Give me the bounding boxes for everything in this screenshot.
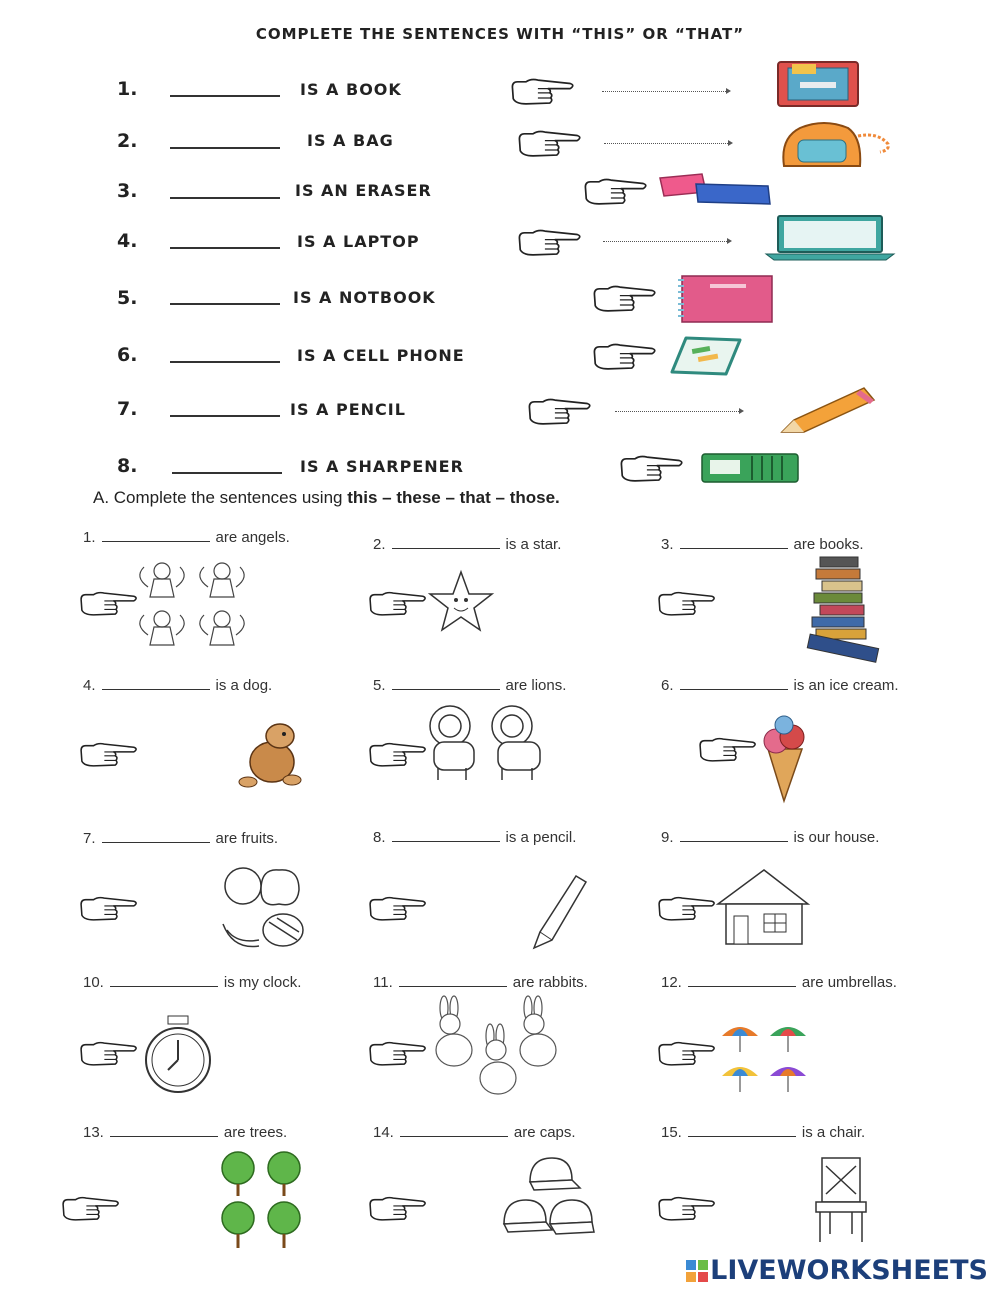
dotted-arrow xyxy=(603,241,727,242)
item-number: 5. xyxy=(117,287,138,309)
sentence-text: IS A SHARPENER xyxy=(300,457,464,476)
exercise-item: 5. are lions. xyxy=(373,677,567,694)
item-number: 4. xyxy=(117,230,138,252)
arrow-head xyxy=(727,238,732,244)
pointing-hand-icon xyxy=(614,452,690,486)
exercise-item: 7. are fruits. xyxy=(83,830,279,847)
exercise-item: 2. is a star. xyxy=(373,536,562,553)
lions-image xyxy=(424,702,548,782)
answer-blank[interactable] xyxy=(170,361,280,363)
answer-blank[interactable] xyxy=(680,840,788,842)
fruits-image xyxy=(219,860,307,952)
exercise-item: 4. is a dog. xyxy=(83,677,273,694)
pointing-hand-icon xyxy=(60,1190,122,1228)
sentence-text: IS A BOOK xyxy=(300,80,402,99)
answer-blank[interactable] xyxy=(170,247,280,249)
answer-blank[interactable] xyxy=(110,1135,218,1137)
answer-blank[interactable] xyxy=(170,197,280,199)
pointing-hand-icon xyxy=(512,127,588,161)
exercise-item: 8. is a pencil. xyxy=(373,829,577,846)
instruction-words: this – these – that – those. xyxy=(347,488,560,507)
answer-blank[interactable] xyxy=(102,688,210,690)
pointing-hand-icon xyxy=(367,890,429,928)
dog-image xyxy=(236,718,306,794)
answer-blank[interactable] xyxy=(170,415,280,417)
answer-blank[interactable] xyxy=(688,1135,796,1137)
sentence-text: IS A NOTBOOK xyxy=(293,288,436,307)
pointing-hand-icon xyxy=(656,585,718,623)
house-image xyxy=(712,868,812,948)
answer-blank[interactable] xyxy=(102,841,210,843)
answer-blank[interactable] xyxy=(392,547,500,549)
pointing-hand-icon xyxy=(367,736,429,774)
item-number: 2. xyxy=(117,130,138,152)
item-number: 3. xyxy=(117,180,138,202)
trees-image xyxy=(214,1150,308,1252)
item-number: 1. xyxy=(117,78,138,100)
answer-blank[interactable] xyxy=(680,547,788,549)
pointing-hand-icon xyxy=(587,340,663,374)
answer-blank[interactable] xyxy=(392,840,500,842)
exercise-item: 10. is my clock. xyxy=(83,974,302,991)
answer-blank[interactable] xyxy=(170,303,280,305)
answer-blank[interactable] xyxy=(680,688,788,690)
sentence-text: IS A PENCIL xyxy=(290,400,406,419)
dotted-arrow xyxy=(604,143,728,144)
answer-blank[interactable] xyxy=(170,95,280,97)
instruction-text: A. Complete the sentences using xyxy=(93,488,348,507)
pointing-hand-icon xyxy=(78,1035,140,1073)
umbrellas-image xyxy=(720,1018,810,1098)
answer-blank[interactable] xyxy=(172,472,282,474)
item-number: 6. xyxy=(117,344,138,366)
section-a-instruction xyxy=(93,488,560,508)
notebook-image xyxy=(676,274,774,324)
exercise-item: 15. is a chair. xyxy=(661,1124,866,1141)
pointing-hand-icon xyxy=(587,282,663,316)
pointing-hand-icon xyxy=(512,226,588,260)
answer-blank[interactable] xyxy=(392,688,500,690)
angels-image xyxy=(132,553,252,649)
pointing-hand-icon xyxy=(656,1190,718,1228)
laptop-image xyxy=(764,214,896,262)
pointing-hand-icon xyxy=(522,395,598,429)
sentence-text: IS A LAPTOP xyxy=(297,232,420,251)
sentence-text: IS A CELL PHONE xyxy=(297,346,465,365)
rabbits-image xyxy=(424,998,564,1102)
exercise-item: 9. is our house. xyxy=(661,829,880,846)
caps-image xyxy=(500,1154,596,1248)
chair-image xyxy=(812,1156,868,1244)
pointing-hand-icon xyxy=(78,585,140,623)
exercise-item: 3. are books. xyxy=(661,536,864,553)
pointing-hand-icon xyxy=(367,585,429,623)
pencil-drawing-image xyxy=(530,872,590,952)
answer-blank[interactable] xyxy=(688,985,796,987)
sentence-text: IS AN ERASER xyxy=(295,181,432,200)
pointing-hand-icon xyxy=(78,736,140,774)
sharpener-image xyxy=(700,450,802,484)
ice-cream-image xyxy=(760,715,810,803)
exercise-item: 12. are umbrellas. xyxy=(661,974,897,991)
answer-blank[interactable] xyxy=(110,985,218,987)
item-number: 8. xyxy=(117,455,138,477)
pencil-image xyxy=(780,386,876,436)
pointing-hand-icon xyxy=(505,75,581,109)
arrow-head xyxy=(728,140,733,146)
arrow-head xyxy=(739,408,744,414)
arrow-head xyxy=(726,88,731,94)
worksheet-title: COMPLETE THE SENTENCES WITH “THIS” OR “THAT” xyxy=(255,25,745,43)
answer-blank[interactable] xyxy=(102,540,210,542)
liveworksheets-logo xyxy=(686,1255,988,1286)
bag-image xyxy=(780,118,892,170)
exercise-item: 1. are angels. xyxy=(83,529,290,546)
answer-blank[interactable] xyxy=(400,1135,508,1137)
exercise-item: 11. are rabbits. xyxy=(373,974,588,991)
pointing-hand-icon xyxy=(578,175,654,209)
books-image xyxy=(806,553,880,661)
star-image xyxy=(428,570,494,632)
exercise-item: 13. are trees. xyxy=(83,1124,288,1141)
sentence-text: IS A BAG xyxy=(307,131,394,150)
answer-blank[interactable] xyxy=(170,147,280,149)
cell-phone-image xyxy=(668,336,742,376)
answer-blank[interactable] xyxy=(399,985,507,987)
pointing-hand-icon xyxy=(78,890,140,928)
pointing-hand-icon xyxy=(656,890,718,928)
dotted-arrow xyxy=(602,91,726,92)
eraser-image xyxy=(656,172,774,208)
pointing-hand-icon xyxy=(697,731,759,769)
pointing-hand-icon xyxy=(367,1190,429,1228)
pointing-hand-icon xyxy=(656,1035,718,1073)
exercise-item: 6. is an ice cream. xyxy=(661,677,899,694)
brand-grid-icon xyxy=(686,1260,708,1282)
pointing-hand-icon xyxy=(367,1035,429,1073)
exercise-item: 14. are caps. xyxy=(373,1124,576,1141)
item-number: 7. xyxy=(117,398,138,420)
book-image xyxy=(776,60,862,108)
dotted-arrow xyxy=(615,411,739,412)
brand-name: LIVEWORKSHEETS xyxy=(710,1255,988,1286)
clock-image xyxy=(140,1014,216,1094)
